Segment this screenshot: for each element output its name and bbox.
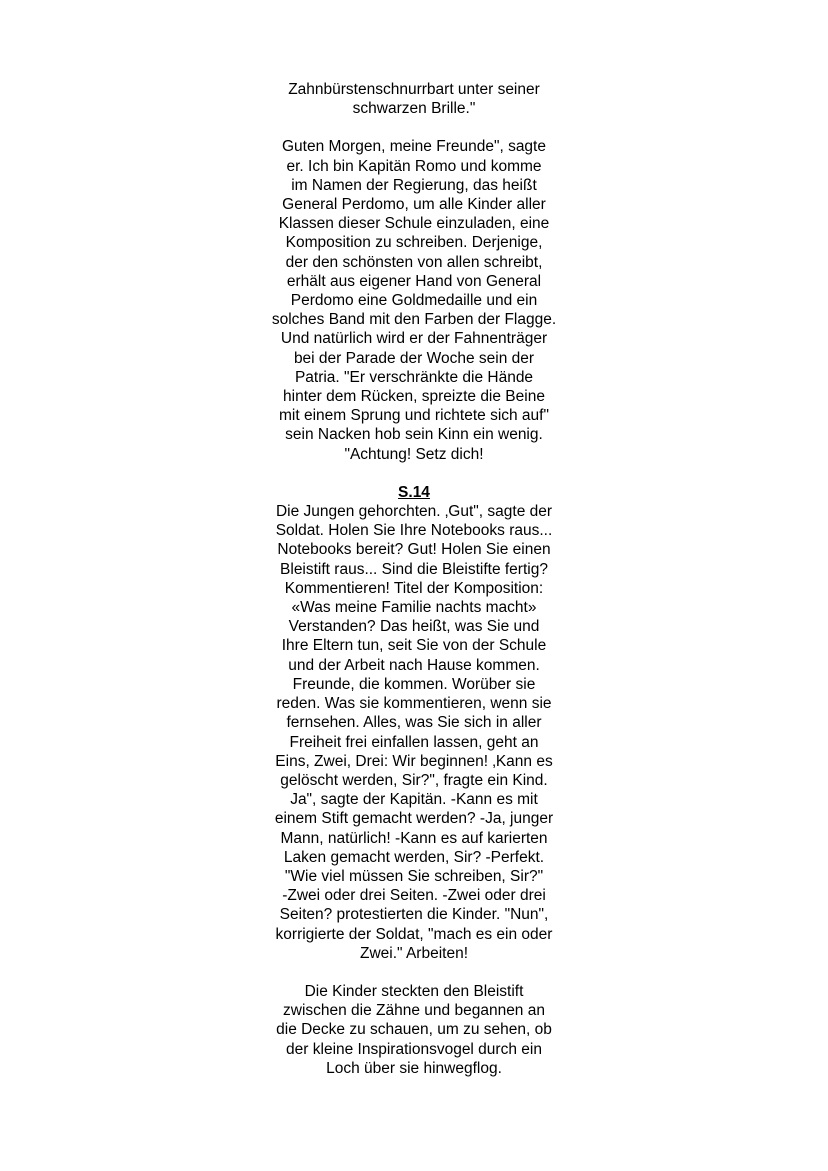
paragraph-line: erhält aus eigener Hand von General bbox=[286, 272, 542, 290]
paragraph-line: Freiheit frei einfallen lassen, geht an bbox=[289, 733, 539, 751]
paragraph-line: im Namen der Regierung, das heißt bbox=[291, 176, 537, 194]
paragraph-line: Perdomo eine Goldmedaille und ein bbox=[290, 292, 538, 310]
paragraph-line: Freunde, die kommen. Worüber sie bbox=[292, 675, 536, 693]
paragraph-line: Loch über sie hinwegflog. bbox=[326, 1059, 502, 1077]
paragraph-line: Die Jungen gehorchten. ‚Gut", sagte der bbox=[275, 503, 553, 521]
paragraph-line: die Decke zu schauen, um zu sehen, ob bbox=[276, 1021, 552, 1039]
paragraph-line: Laken gemacht werden, Sir? -Perfekt. bbox=[283, 848, 545, 866]
paragraph-line: er. Ich bin Kapitän Romo und komme bbox=[286, 157, 542, 175]
paragraph-line: Seiten? protestierten die Kinder. "Nun", bbox=[279, 906, 549, 924]
paragraph-line: fernsehen. Alles, was Sie sich in aller bbox=[286, 714, 542, 732]
paragraph-line: Eins, Zwei, Drei: Wir beginnen! ‚Kann es bbox=[275, 752, 553, 770]
paragraph-line: "Achtung! Setz dich! bbox=[344, 445, 484, 463]
paragraph-line: korrigierte der Soldat, "mach es ein oder bbox=[275, 925, 553, 943]
paragraph-line: Notebooks bereit? Gut! Holen Sie einen bbox=[277, 541, 551, 559]
paragraph-line: der kleine Inspirationsvogel durch ein bbox=[286, 1040, 542, 1058]
paragraph-line: zwischen die Zähne und begannen an bbox=[283, 1002, 545, 1020]
paragraph-line: Verstanden? Das heißt, was Sie und bbox=[288, 618, 540, 636]
text-column bbox=[254, 80, 574, 1078]
paragraph-1 bbox=[254, 137, 574, 463]
paragraph-line: gelöscht werden, Sir?", fragte ein Kind. bbox=[280, 771, 548, 789]
paragraph-line: Zwei." Arbeiten! bbox=[359, 944, 469, 962]
intro-line: Zahnbürstenschnurrbart unter seiner bbox=[288, 81, 540, 98]
paragraph-line: "Wie viel müssen Sie schreiben, Sir?" bbox=[284, 867, 544, 885]
paragraph-line: General Perdomo, um alle Kinder aller bbox=[282, 196, 546, 214]
paragraph-line: «Was meine Familie nachts macht» bbox=[291, 599, 537, 617]
paragraph-line: Bleistift raus... Sind die Bleistifte fertig? bbox=[280, 560, 548, 578]
paragraph-line: Und natürlich wird er der Fahnenträger bbox=[280, 330, 548, 348]
paragraph-line: Kommentieren! Titel der Komposition: bbox=[284, 579, 544, 597]
paragraph-line: und der Arbeit nach Hause kommen. bbox=[288, 656, 540, 674]
paragraph-line: hinter dem Rücken, spreizte die Beine bbox=[283, 388, 545, 406]
paragraph-line: Komposition zu schreiben. Derjenige, bbox=[285, 234, 543, 252]
intro-block bbox=[254, 80, 574, 118]
paragraph-line: Guten Morgen, meine Freunde", sagte bbox=[282, 138, 546, 156]
section-2 bbox=[254, 483, 574, 963]
paragraph-line: bei der Parade der Woche sein der bbox=[293, 349, 535, 367]
paragraph-line: Ihre Eltern tun, seit Sie von der Schule bbox=[281, 637, 547, 655]
paragraph-line: solches Band mit den Farben der Flagge. bbox=[271, 311, 557, 329]
paragraph-line: Mann, natürlich! -Kann es auf karierten bbox=[280, 829, 548, 847]
section-heading: S.14 bbox=[398, 483, 430, 501]
paragraph-line: der den schönsten von allen schreibt, bbox=[285, 253, 543, 271]
paragraph-line: Soldat. Holen Sie Ihre Notebooks raus... bbox=[275, 522, 553, 540]
paragraph-line: Die Kinder steckten den Bleistift bbox=[304, 982, 524, 1000]
intro-line: schwarzen Brille." bbox=[352, 100, 476, 118]
paragraph-line: Ja", sagte der Kapitän. -Kann es mit bbox=[290, 791, 538, 809]
paragraph-line: sein Nacken hob sein Kinn ein wenig. bbox=[285, 426, 543, 444]
paragraph-3 bbox=[254, 982, 574, 1078]
paragraph-line: mit einem Sprung und richtete sich auf" bbox=[278, 407, 549, 425]
paragraph-line: -Zwei oder drei Seiten. -Zwei oder drei bbox=[282, 887, 546, 905]
paragraph-line: Patria. "Er verschränkte die Hände bbox=[294, 368, 534, 386]
paragraph-line: reden. Was sie kommentieren, wenn sie bbox=[276, 695, 552, 713]
paragraph-line: einem Stift gemacht werden? -Ja, junger bbox=[274, 810, 554, 828]
paragraph-line: Klassen dieser Schule einzuladen, eine bbox=[278, 215, 550, 233]
